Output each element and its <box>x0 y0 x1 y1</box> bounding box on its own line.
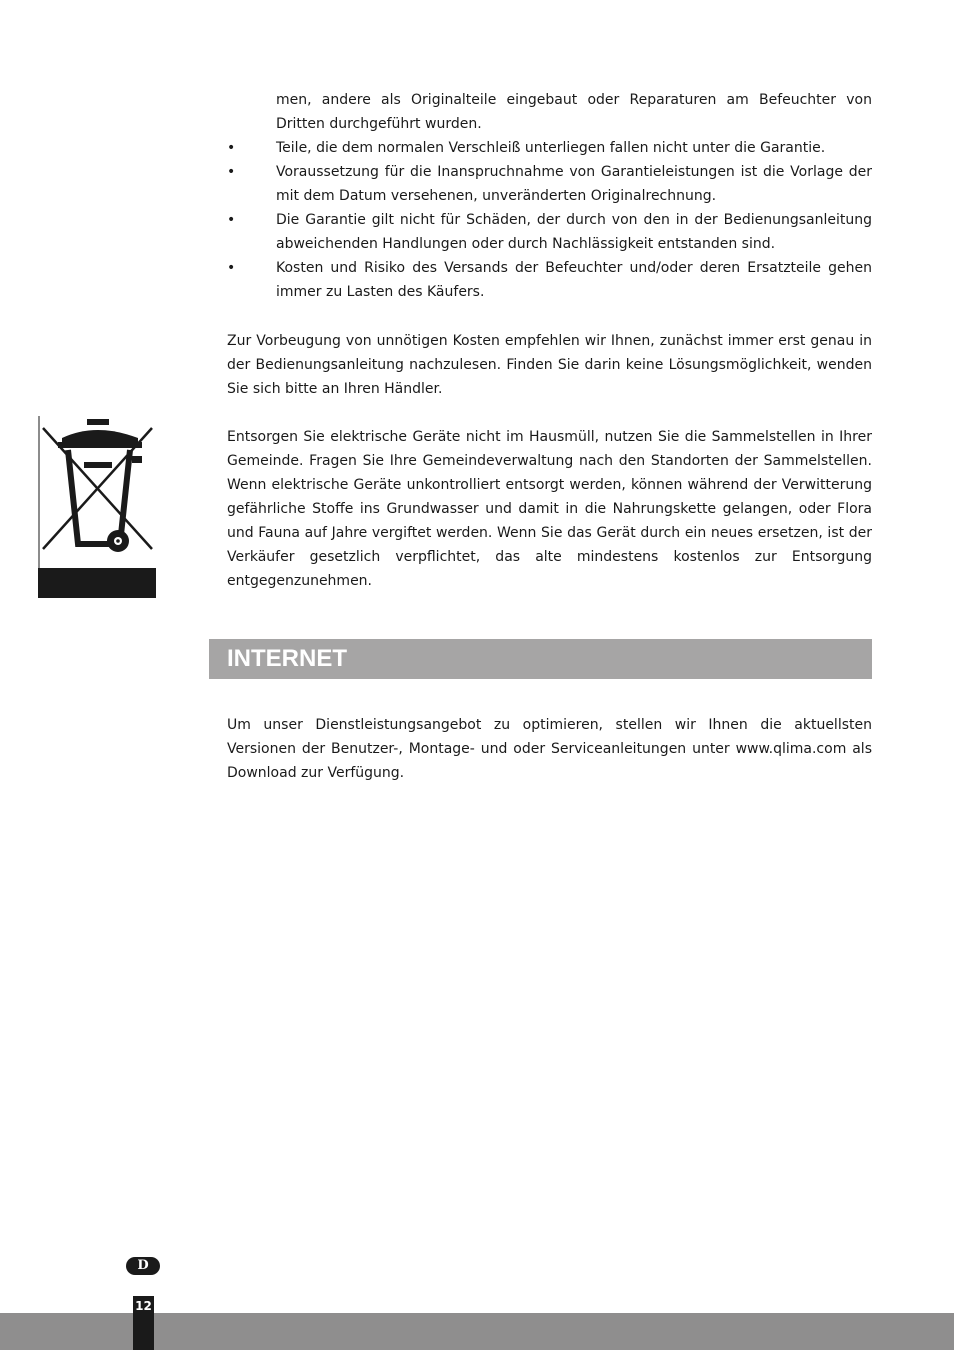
page-number: 12 <box>133 1296 154 1350</box>
list-item <box>227 256 872 304</box>
bullet-marker: • <box>227 140 236 156</box>
list-item <box>227 136 872 160</box>
bullet-marker: • <box>227 164 236 180</box>
warranty-continuation-text: men, andere als Originalteile eingebaut oder Reparaturen am Befeuchter von Dritten durchgeführt wurden. <box>276 92 872 132</box>
bullet-text: Kosten und Risiko des Versands der Befeuchter und/oder deren Ersatzteile gehen immer zu Lasten des Käufers. <box>276 260 872 300</box>
bullet-text: Voraussetzung für die Inanspruchnahme von Garantieleistungen ist die Vorlage der mit dem Datum versehenen, unveränderten Originalrechnung. <box>276 164 872 204</box>
bullet-text: Die Garantie gilt nicht für Schäden, der durch von den in der Bedienungsanleitung abweichenden Handlungen oder durch Nachlässigkeit entstanden sind. <box>276 212 872 252</box>
prevention-paragraph: Zur Vorbeugung von unnötigen Kosten empfehlen wir Ihnen, zunächst immer erst genau in der Bedienungsanleitung nachzulesen. Finden Sie darin keine Lösungsmöglichkeit, wenden Sie sich bitte an Ihren Händler. <box>227 333 872 397</box>
bullet-text: Teile, die dem normalen Verschleiß unterliegen fallen nicht unter die Garantie. <box>276 140 826 156</box>
language-badge: D <box>126 1257 160 1275</box>
section-title: INTERNET <box>227 645 347 672</box>
list-item <box>227 160 872 208</box>
warranty-bullet-list <box>227 136 872 304</box>
bullet-marker: • <box>227 212 236 228</box>
internet-paragraph: Um unser Dienstleistungsangebot zu optimieren, stellen wir Ihnen die aktuellsten Versionen der Benutzer-, Montage- und oder Serviceanleitungen unter www.qlima.com als Download zur Verfügung. <box>227 717 872 781</box>
disposal-paragraph: Entsorgen Sie elektrische Geräte nicht im Hausmüll, nutzen Sie die Sammelstellen in Ihrer Gemeinde. Fragen Sie Ihre Gemeindeverwaltung nach den Standorten der Sammelstellen. Wenn elektrische Geräte unkontrolliert entsorgt werden, können während der Verwitterung gefährliche Stoffe ins Grundwasser und damit in die Nahrungskette gelangen, oder Flora und Fauna auf Jahre vergiftet werden. Wenn Sie das Gerät durch ein neues ersetzen, ist der Verkäufer gesetzlich verpflichtet, das alte mindestens kostenlos zur Entsorgung entgegenzunehmen. <box>227 429 872 589</box>
list-item <box>227 208 872 256</box>
weee-bin-icon <box>38 416 156 598</box>
internet-section-header <box>209 639 872 679</box>
bullet-marker: • <box>227 260 236 276</box>
